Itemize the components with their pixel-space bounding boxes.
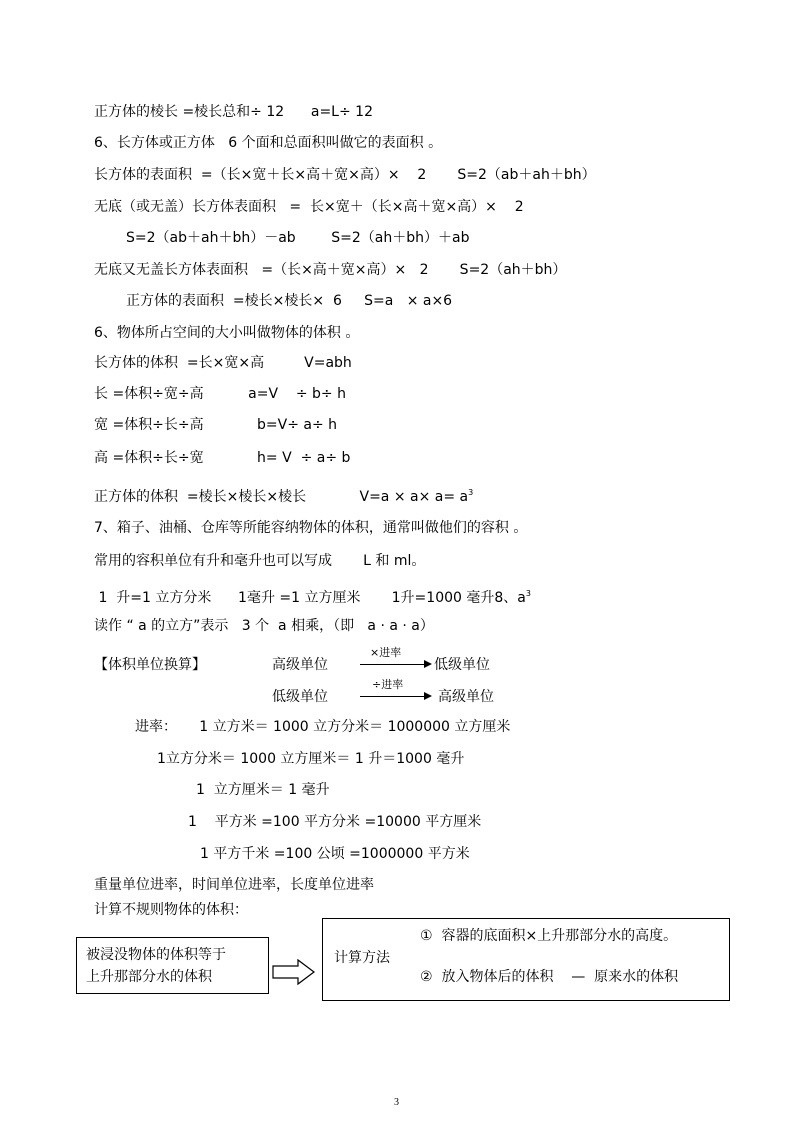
calculation-method-item1: ① 容器的底面积×上升那部分水的高度。 xyxy=(420,928,678,944)
conversion-row1-operator: ×进率 xyxy=(370,646,402,659)
immersed-volume-line2: 上升那部分水的体积 xyxy=(86,969,212,985)
no-bottom-surface-area-formula: 无底（或无盖）长方体表面积 = 长×宽＋（长×高＋宽×高）× 2 xyxy=(94,199,524,215)
rate-line-cubic-decimeter: 1立方分米＝ 1000 立方厘米＝ 1 升＝1000 毫升 xyxy=(157,751,465,767)
calculation-method-label: 计算方法 xyxy=(334,950,390,966)
cuboid-surface-area-formula: 长方体的表面积 =（长×宽＋长×高＋宽×高）× 2 S=2（ab＋ah＋bh） xyxy=(94,167,596,183)
arrow-right-icon xyxy=(424,692,432,700)
immersed-volume-box xyxy=(76,937,269,994)
page-number: 3 xyxy=(394,1097,399,1108)
calculation-method-item2: ② 放入物体后的体积 — 原来水的体积 xyxy=(420,969,679,985)
length-formula: 长 =体积÷宽÷高 a=V ÷ b÷ h xyxy=(94,386,346,402)
cube-reading-note: 读作 “ a 的立方”表示 3 个 a 相乘，（即 a · a · a） xyxy=(94,618,434,634)
irregular-volume-heading: 计算不规则物体的体积： xyxy=(94,902,248,918)
rate-line-cubic-meter: 进率： 1 立方米＝ 1000 立方分米＝ 1000000 立方厘米 xyxy=(135,719,511,735)
conversion-row2-left: 低级单位 xyxy=(272,689,328,705)
rate-line-cubic-centimeter: 1 立方厘米＝ 1 毫升 xyxy=(196,782,330,798)
conversion-row2-arrow-shaft xyxy=(360,696,426,697)
capacity-units: 常用的容积单位有升和毫升也可以写成 L 和 ml。 xyxy=(94,553,426,569)
volume-definition: 6、物体所占空间的大小叫做物体的体积 。 xyxy=(94,325,360,341)
rate-line-square-meter: 1 平方米 =100 平方分米 =10000 平方厘米 xyxy=(188,814,482,830)
conversion-row1-left: 高级单位 xyxy=(272,657,328,673)
cube-volume-formula: 正方体的体积 =棱长×棱长×棱长 $V=a \times a\times a= a^3$ xyxy=(94,488,474,505)
conversion-row2-right: 高级单位 xyxy=(438,689,494,705)
cuboid-volume-formula: 长方体的体积 =长×宽×高 V=abh xyxy=(94,355,352,371)
unit-equivalences: 1 升=1 立方分米 1毫升 =1 立方厘米 1升=1000 毫升8、$a^3$ xyxy=(94,589,531,606)
immersed-volume-line1: 被浸没物体的体积等于 xyxy=(86,947,226,963)
no-bottom-surface-area-letters: S=2（ab＋ah＋bh）－ab S=2（ah＋bh）＋ab xyxy=(126,230,470,246)
conversion-row2-operator: ÷进率 xyxy=(372,678,404,691)
hollow-arrow-right-icon xyxy=(272,958,316,986)
surface-area-definition: 6、长方体或正方体 6 个面和总面积叫做它的表面积 。 xyxy=(94,135,443,151)
width-formula: 宽 =体积÷长÷高 b=V÷ a÷ h xyxy=(94,417,338,433)
conversion-row1-arrow-shaft xyxy=(360,664,426,665)
cube-edge-formula: 正方体的棱长 =棱长总和÷ 12 a=L÷ 12 xyxy=(94,104,373,120)
rate-line-square-kilometer: 1 平方千米 =100 公顷 =1000000 平方米 xyxy=(200,846,470,862)
arrow-right-icon xyxy=(424,660,432,668)
height-formula: 高 =体积÷长÷宽 h= V ÷ a÷ b xyxy=(94,450,351,466)
unit-conversion-heading: 【体积单位换算】 xyxy=(94,657,206,673)
cube-surface-area-formula: 正方体的表面积 =棱长×棱长× 6 S=a × a×6 xyxy=(126,293,453,309)
conversion-row1-right: 低级单位 xyxy=(434,657,490,673)
capacity-definition: 7、箱子、油桶、仓库等所能容纳物体的体积，通常叫做他们的容积 。 xyxy=(94,520,528,536)
no-top-no-bottom-surface-area: 无底又无盖长方体表面积 =（长×高＋宽×高）× 2 S=2（ah＋bh） xyxy=(94,262,567,278)
calculation-method-box xyxy=(322,918,730,1001)
other-unit-rates: 重量单位进率，时间单位进率，长度单位进率 xyxy=(94,877,374,893)
